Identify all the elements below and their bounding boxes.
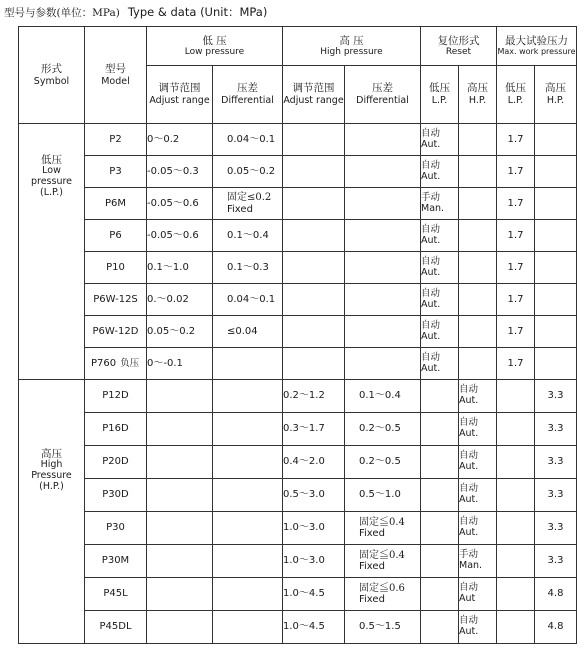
hp-diff-cell [345, 380, 421, 413]
adjust-text: 1.0～4.5 [283, 588, 325, 600]
lp-diff-cell [213, 284, 283, 316]
reset-en: Man. [459, 560, 483, 571]
diff-text: 0.1～0.4 [359, 390, 401, 402]
lp-adjust-cell [147, 188, 213, 220]
lp-diff-cell [213, 252, 283, 284]
max-lp-cell [497, 611, 535, 644]
max-lp-cell [497, 545, 535, 578]
diff-fixed-en: Fixed [359, 528, 385, 539]
reset-en: Aut. [459, 494, 479, 505]
max-hp-header: 高压 H.P. [535, 66, 577, 124]
max-hp-cell [535, 578, 577, 611]
max-value: 1.7 [507, 133, 524, 145]
reset-en: Aut. [459, 428, 479, 439]
reset-lp-cell [421, 284, 459, 316]
reset-hp-cell [459, 545, 497, 578]
lp-adjust-cell [147, 316, 213, 348]
page-title [4, 4, 267, 20]
reset-lp-cell [421, 316, 459, 348]
adjust-text: 0.4～2.0 [283, 456, 325, 468]
reset-cn: 自动 [421, 351, 441, 363]
lp-diff-cell [213, 380, 283, 413]
reset-en: Aut. [459, 395, 479, 406]
max-hp-cell [535, 348, 577, 380]
hp-adjust-cell [283, 348, 345, 380]
model-cell [85, 545, 147, 578]
max-hp-cell [535, 220, 577, 252]
model-cell [85, 252, 147, 284]
reset-hp-cell [459, 512, 497, 545]
lp-adjust-cell [147, 380, 213, 413]
model-text: P30M [101, 555, 130, 567]
max-value: 1.7 [507, 357, 524, 369]
hp-diff-header: 压差 Differential [345, 66, 421, 124]
table-row [19, 446, 577, 479]
reset-lp-header: 低压 L.P. [421, 66, 459, 124]
model-cell [85, 316, 147, 348]
max-lp-cell [497, 512, 535, 545]
max-lp-header: 低压 L.P. [497, 66, 535, 124]
reset-hp-cell [459, 446, 497, 479]
reset-hp-cell [459, 316, 497, 348]
hp-diff-cell [345, 413, 421, 446]
table-row [19, 188, 577, 220]
reset-cn: 手动 [421, 191, 441, 203]
model-text: P2 [109, 133, 122, 145]
lp-diff-cell [213, 479, 283, 512]
table-row [19, 348, 577, 380]
model-cell [85, 156, 147, 188]
model-cell [85, 446, 147, 479]
reset-hp-cell [459, 611, 497, 644]
lp-adjust-header: 调节范围 Adjust range [147, 66, 213, 124]
max-lp-cell [497, 446, 535, 479]
model-cell [85, 220, 147, 252]
reset-cn: 自动 [459, 384, 479, 396]
lp-diff-cell [213, 578, 283, 611]
model-header: 型号 Model [85, 27, 147, 124]
lp-adjust-cell [147, 156, 213, 188]
reset-hp-cell [459, 124, 497, 156]
reset-cn: 手动 [459, 549, 479, 561]
reset-cn: 自动 [421, 319, 441, 331]
hp-diff-cell [345, 124, 421, 156]
diff-text: 0.2～0.5 [359, 423, 401, 435]
reset-cn: 自动 [459, 615, 479, 627]
model-cell [85, 380, 147, 413]
hp-adjust-cell [283, 156, 345, 188]
max-lp-cell [497, 252, 535, 284]
max-value: 1.7 [507, 293, 524, 305]
reset-lp-cell [421, 578, 459, 611]
lp-diff-cell [213, 156, 283, 188]
reset-lp-cell [421, 413, 459, 446]
adjust-text: 0.～0.02 [147, 293, 189, 305]
group-label-en: (H.P.) [39, 480, 64, 492]
max-lp-cell [497, 380, 535, 413]
hp-diff-cell [345, 220, 421, 252]
diff-text: 0.05～0.2 [227, 165, 276, 177]
hp-adjust-cell [283, 611, 345, 644]
model-cell [85, 578, 147, 611]
hp-diff-cell [345, 611, 421, 644]
symbol-header: 形式 Symbol [19, 27, 85, 124]
hp-diff-cell [345, 252, 421, 284]
reset-lp-cell [421, 124, 459, 156]
hp-adjust-header: 调节范围 Adjust range [283, 66, 345, 124]
model-text: P760 [91, 357, 117, 369]
max-hp-cell [535, 545, 577, 578]
table-row [19, 156, 577, 188]
hp-diff-cell [345, 284, 421, 316]
model-text: P10 [106, 261, 125, 273]
reset-cn: 自动 [459, 450, 479, 462]
max-hp-cell [535, 512, 577, 545]
max-value: 3.3 [547, 489, 564, 501]
max-value: 3.3 [547, 423, 564, 435]
reset-cn: 自动 [459, 516, 479, 528]
reset-cn: 自动 [421, 223, 441, 235]
reset-hp-cell [459, 220, 497, 252]
model-text: P6 [109, 229, 122, 241]
table-row [19, 284, 577, 316]
hp-adjust-cell [283, 446, 345, 479]
reset-en: Aut. [421, 298, 441, 310]
max-value: 1.7 [507, 325, 524, 337]
max-hp-cell [535, 252, 577, 284]
max-hp-cell [535, 316, 577, 348]
hp-diff-cell [345, 479, 421, 512]
reset-lp-cell [421, 446, 459, 479]
hp-adjust-cell [283, 188, 345, 220]
hp-adjust-cell [283, 479, 345, 512]
hp-adjust-cell [283, 124, 345, 156]
hp-adjust-cell [283, 220, 345, 252]
reset-hp-cell [459, 479, 497, 512]
lp-diff-cell [213, 512, 283, 545]
spec-table [18, 26, 577, 644]
table-row [19, 220, 577, 252]
max-hp-cell [535, 188, 577, 220]
max-value: 3.3 [547, 390, 564, 402]
diff-fixed-cn: 固定≦0.6 [359, 582, 405, 594]
max-lp-cell [497, 188, 535, 220]
reset-hp-cell [459, 284, 497, 316]
table-row [19, 124, 577, 156]
group-label-en: Pressure [31, 469, 72, 481]
reset-hp-cell [459, 413, 497, 446]
reset-cn: 自动 [421, 287, 441, 299]
max-lp-cell [497, 220, 535, 252]
group-label-cn: 低压 [41, 154, 62, 166]
adjust-text: 0～-0.1 [147, 357, 183, 369]
model-text: P3 [109, 165, 122, 177]
header-row-1 [19, 27, 577, 66]
low-group-label [19, 124, 85, 380]
high-pressure-header: 高 压 High pressure [283, 27, 421, 66]
reset-en: Aut [459, 593, 476, 604]
reset-en: Aut. [459, 527, 479, 538]
lp-adjust-cell [147, 252, 213, 284]
max-value: 4.8 [547, 621, 564, 633]
max-lp-cell [497, 124, 535, 156]
reset-en: Aut. [459, 626, 479, 637]
max-lp-cell [497, 479, 535, 512]
model-cell [85, 124, 147, 156]
max-lp-cell [497, 156, 535, 188]
table-row [19, 316, 577, 348]
reset-lp-cell [421, 380, 459, 413]
hp-adjust-cell [283, 316, 345, 348]
lp-adjust-cell [147, 220, 213, 252]
model-text: P12D [102, 390, 129, 402]
max-hp-cell [535, 446, 577, 479]
lp-diff-cell [213, 220, 283, 252]
reset-hp-header: 高压 H.P. [459, 66, 497, 124]
lp-diff-cell [213, 124, 283, 156]
diff-fixed-cn: 固定≦0.4 [359, 516, 405, 528]
reset-en: Aut. [421, 170, 441, 182]
lp-adjust-cell [147, 611, 213, 644]
reset-lp-cell [421, 479, 459, 512]
group-label-en: (L.P.) [40, 186, 63, 198]
lp-diff-cell [213, 348, 283, 380]
adjust-text: -0.05～0.6 [147, 197, 199, 209]
table-row [19, 545, 577, 578]
diff-text: 0.04～0.1 [227, 293, 276, 305]
reset-en: Aut. [459, 461, 479, 472]
model-text: P16D [102, 423, 129, 435]
reset-cn: 自动 [459, 582, 479, 594]
reset-en: Man. [421, 202, 445, 214]
hp-adjust-cell [283, 284, 345, 316]
lp-adjust-cell [147, 348, 213, 380]
hp-adjust-cell [283, 512, 345, 545]
model-text: P30 [106, 522, 125, 534]
table-row [19, 479, 577, 512]
hp-diff-cell [345, 446, 421, 479]
adjust-text: 0.05～0.2 [147, 325, 196, 337]
reset-lp-cell [421, 220, 459, 252]
lp-adjust-cell [147, 413, 213, 446]
lp-adjust-cell [147, 512, 213, 545]
reset-hp-cell [459, 348, 497, 380]
max-value: 3.3 [547, 456, 564, 468]
lp-diff-header: 压差 Differential [213, 66, 283, 124]
diff-text: 0.5～1.0 [359, 489, 401, 501]
hp-adjust-cell [283, 578, 345, 611]
model-note: 负压 [120, 357, 140, 369]
reset-lp-cell [421, 348, 459, 380]
reset-lp-cell [421, 252, 459, 284]
table-row [19, 380, 577, 413]
diff-fixed-cn: 固定≦0.4 [359, 549, 405, 561]
reset-en: Aut. [421, 234, 441, 246]
model-cell [85, 413, 147, 446]
reset-lp-cell [421, 156, 459, 188]
hp-adjust-cell [283, 252, 345, 284]
model-text: P6M [104, 197, 127, 209]
model-cell [85, 188, 147, 220]
reset-en: Aut. [421, 330, 441, 342]
reset-cn: 自动 [421, 127, 441, 139]
lp-diff-cell [213, 545, 283, 578]
diff-text: 0.1～0.4 [227, 229, 269, 241]
model-cell [85, 348, 147, 380]
reset-cn: 自动 [421, 255, 441, 267]
max-lp-cell [497, 284, 535, 316]
lp-diff-cell [213, 188, 283, 220]
model-text: P6W-12S [93, 293, 138, 305]
max-pressure-header: 最大试验压力 Max. work pressure [497, 27, 577, 66]
adjust-text: 0.3～1.7 [283, 423, 325, 435]
diff-fixed-en: Fixed [359, 594, 385, 605]
model-text: P6W-12D [92, 325, 139, 337]
table-row [19, 252, 577, 284]
table-row [19, 512, 577, 545]
reset-en: Aut. [421, 362, 441, 374]
model-cell [85, 284, 147, 316]
group-label-en: pressure [30, 175, 73, 187]
diff-fixed-en: Fixed [359, 561, 385, 572]
model-cell [85, 479, 147, 512]
lp-adjust-cell [147, 545, 213, 578]
adjust-text: 1.0～4.5 [283, 621, 325, 633]
lp-adjust-cell [147, 284, 213, 316]
hp-diff-cell [345, 316, 421, 348]
model-text: P45DL [99, 621, 132, 633]
group-label-cn: 高压 [41, 448, 62, 460]
reset-cn: 自动 [421, 159, 441, 171]
hp-diff-cell [345, 512, 421, 545]
hp-diff-cell [345, 578, 421, 611]
lp-diff-cell [213, 611, 283, 644]
diff-text: 0.2～0.5 [359, 456, 401, 468]
hp-diff-cell [345, 545, 421, 578]
reset-lp-cell [421, 188, 459, 220]
diff-fixed-cn: 固定≤0.2 [227, 192, 272, 203]
hp-adjust-cell [283, 380, 345, 413]
high-group-label [19, 380, 85, 644]
diff-text: 0.04～0.1 [227, 133, 276, 145]
reset-lp-cell [421, 545, 459, 578]
diff-text: 0.1～0.3 [227, 261, 269, 273]
max-value: 1.7 [507, 261, 524, 273]
table-row [19, 578, 577, 611]
group-label-en: High [40, 459, 63, 471]
lp-adjust-cell [147, 446, 213, 479]
reset-hp-cell [459, 380, 497, 413]
diff-text: 0.5～1.5 [359, 621, 401, 633]
reset-cn: 自动 [459, 417, 479, 429]
title-en: Type & data (Unit：MPa) [127, 5, 268, 19]
reset-hp-cell [459, 188, 497, 220]
max-hp-cell [535, 284, 577, 316]
adjust-text: 0.5～3.0 [283, 489, 325, 501]
max-value: 1.7 [507, 197, 524, 209]
adjust-text: -0.05～0.3 [147, 165, 199, 177]
lp-diff-cell [213, 413, 283, 446]
table-row [19, 611, 577, 644]
lp-diff-cell [213, 446, 283, 479]
reset-en: Aut. [421, 138, 441, 150]
max-lp-cell [497, 316, 535, 348]
model-cell [85, 512, 147, 545]
reset-lp-cell [421, 512, 459, 545]
title-cn: 型号与参数(单位：MPa) [4, 7, 120, 19]
reset-hp-cell [459, 156, 497, 188]
max-hp-cell [535, 413, 577, 446]
lp-adjust-cell [147, 578, 213, 611]
group-label-en: Low [42, 165, 61, 177]
low-pressure-header: 低 压 Low pressure [147, 27, 283, 66]
hp-adjust-cell [283, 545, 345, 578]
max-value: 3.3 [547, 555, 564, 567]
reset-en: Aut. [421, 266, 441, 278]
adjust-text: 1.0～3.0 [283, 522, 325, 534]
max-value: 1.7 [507, 165, 524, 177]
model-cell [85, 611, 147, 644]
max-lp-cell [497, 578, 535, 611]
model-text: P45L [103, 588, 128, 600]
max-hp-cell [535, 380, 577, 413]
adjust-text: 0.1～1.0 [147, 261, 189, 273]
adjust-text: 1.0～3.0 [283, 555, 325, 567]
max-value: 4.8 [547, 588, 564, 600]
hp-diff-cell [345, 188, 421, 220]
reset-lp-cell [421, 611, 459, 644]
max-hp-cell [535, 156, 577, 188]
lp-adjust-cell [147, 479, 213, 512]
max-value: 1.7 [507, 229, 524, 241]
hp-diff-cell [345, 348, 421, 380]
hp-diff-cell [345, 156, 421, 188]
max-hp-cell [535, 479, 577, 512]
lp-adjust-cell [147, 124, 213, 156]
adjust-text: 0～0.2 [147, 133, 180, 145]
reset-cn: 自动 [459, 483, 479, 495]
reset-hp-cell [459, 578, 497, 611]
diff-fixed-en: Fixed [227, 203, 253, 215]
max-hp-cell [535, 611, 577, 644]
max-hp-cell [535, 124, 577, 156]
max-value: 3.3 [547, 522, 564, 534]
adjust-text: 0.2～1.2 [283, 390, 325, 402]
max-lp-cell [497, 413, 535, 446]
lp-diff-cell [213, 316, 283, 348]
adjust-text: -0.05～0.6 [147, 229, 199, 241]
model-text: P20D [102, 456, 129, 468]
diff-text: ≤0.04 [227, 325, 258, 337]
table-row [19, 413, 577, 446]
max-lp-cell [497, 348, 535, 380]
hp-adjust-cell [283, 413, 345, 446]
reset-hp-cell [459, 252, 497, 284]
reset-header: 复位形式 Reset [421, 27, 497, 66]
model-text: P30D [102, 489, 129, 501]
